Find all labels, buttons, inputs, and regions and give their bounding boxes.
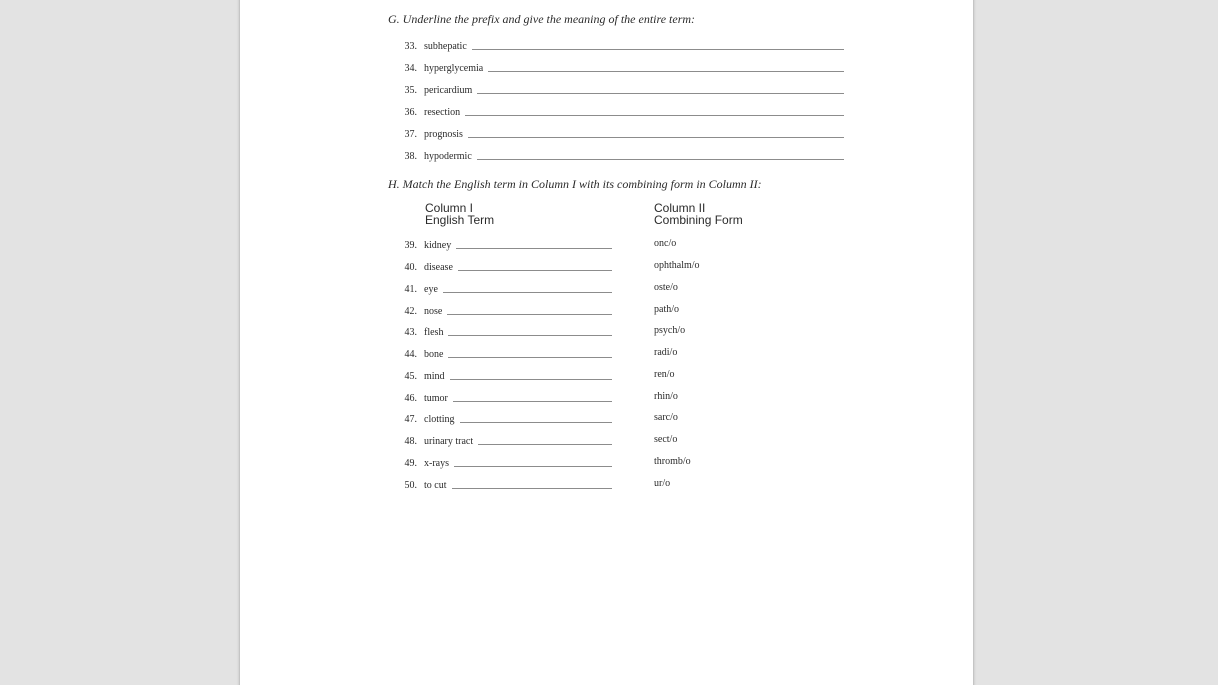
item-number: 34. — [404, 63, 417, 74]
answer-line — [450, 379, 612, 380]
item-number: 38. — [404, 151, 417, 162]
match-item — [395, 257, 612, 273]
answer-line — [465, 115, 844, 116]
column-1-subtitle: English Term — [425, 213, 495, 227]
answer-line — [456, 248, 612, 249]
item-number: 49. — [404, 458, 417, 469]
exercise-item — [395, 36, 844, 52]
english-term: bone — [424, 349, 444, 360]
item-number: 39. — [404, 240, 417, 251]
match-item — [395, 322, 612, 338]
combining-form: ophthalm/o — [654, 260, 700, 271]
item-term: hypodermic — [424, 151, 472, 162]
item-number: 33. — [404, 41, 417, 52]
match-item — [395, 388, 612, 404]
item-term: prognosis — [424, 129, 463, 140]
english-term: mind — [424, 371, 445, 382]
combining-form: sarc/o — [654, 412, 678, 423]
answer-line — [477, 93, 844, 94]
match-item — [395, 409, 612, 425]
item-number: 46. — [404, 393, 417, 404]
answer-line — [472, 49, 844, 50]
exercise-item — [395, 80, 844, 96]
exercise-item — [395, 102, 844, 118]
match-item — [395, 235, 612, 251]
item-number: 47. — [404, 414, 417, 425]
combining-form: path/o — [654, 304, 679, 315]
combining-form: psych/o — [654, 325, 686, 336]
answer-line — [468, 137, 844, 138]
english-term: clotting — [424, 414, 455, 425]
answer-line — [454, 466, 612, 467]
answer-line — [453, 401, 612, 402]
english-term: tumor — [424, 393, 448, 404]
document-page — [240, 0, 973, 685]
answer-line — [452, 488, 613, 489]
english-term: urinary tract — [424, 436, 474, 447]
answer-line — [488, 71, 844, 72]
item-term: hyperglycemia — [424, 63, 484, 74]
english-term: to cut — [424, 480, 447, 491]
english-term: nose — [424, 306, 443, 317]
answer-line — [448, 335, 612, 336]
item-number: 45. — [404, 371, 417, 382]
item-number: 48. — [404, 436, 417, 447]
combining-form: ur/o — [654, 478, 671, 489]
combining-form: ren/o — [654, 369, 675, 380]
answer-line — [448, 357, 612, 358]
answer-line — [477, 159, 844, 160]
match-item — [395, 279, 612, 295]
item-number: 35. — [404, 85, 417, 96]
item-number: 40. — [404, 262, 417, 273]
combining-form: rhin/o — [654, 391, 678, 402]
column-2-title: Column II — [654, 201, 706, 215]
english-term: disease — [424, 262, 453, 273]
answer-line — [447, 314, 612, 315]
combining-form: radi/o — [654, 347, 678, 358]
item-number: 43. — [404, 327, 417, 338]
item-number: 50. — [404, 480, 417, 491]
exercise-item — [395, 146, 844, 162]
column-1-title: Column I — [425, 201, 474, 215]
match-item — [395, 453, 612, 469]
match-item — [395, 366, 612, 382]
answer-line — [458, 270, 612, 271]
item-number: 42. — [404, 306, 417, 317]
exercise-item — [395, 58, 844, 74]
section-g-heading: G. Underline the prefix and give the meaning of the entire term: — [388, 12, 696, 26]
english-term: kidney — [424, 240, 452, 251]
english-term: eye — [424, 284, 438, 295]
column-2-header — [654, 202, 743, 226]
item-term: resection — [424, 107, 461, 118]
section-h-heading: H. Match the English term in Column I with its combining form in Column II: — [388, 177, 762, 191]
column-1-header — [425, 202, 494, 226]
item-number: 37. — [404, 129, 417, 140]
match-item — [395, 344, 612, 360]
item-number: 41. — [404, 284, 417, 295]
answer-line — [460, 422, 612, 423]
combining-form: onc/o — [654, 238, 677, 249]
combining-form: thromb/o — [654, 456, 691, 467]
item-term: subhepatic — [424, 41, 467, 52]
answer-line — [478, 444, 612, 445]
english-term: flesh — [424, 327, 444, 338]
match-item — [395, 475, 612, 491]
exercise-item — [395, 124, 844, 140]
item-term: pericardium — [424, 85, 473, 96]
column-2-subtitle: Combining Form — [654, 213, 743, 227]
combining-form: sect/o — [654, 434, 678, 445]
match-item — [395, 301, 612, 317]
match-item — [395, 431, 612, 447]
answer-line — [443, 292, 612, 293]
item-number: 36. — [404, 107, 417, 118]
english-term: x-rays — [424, 458, 449, 469]
item-number: 44. — [404, 349, 417, 360]
combining-form: oste/o — [654, 282, 678, 293]
